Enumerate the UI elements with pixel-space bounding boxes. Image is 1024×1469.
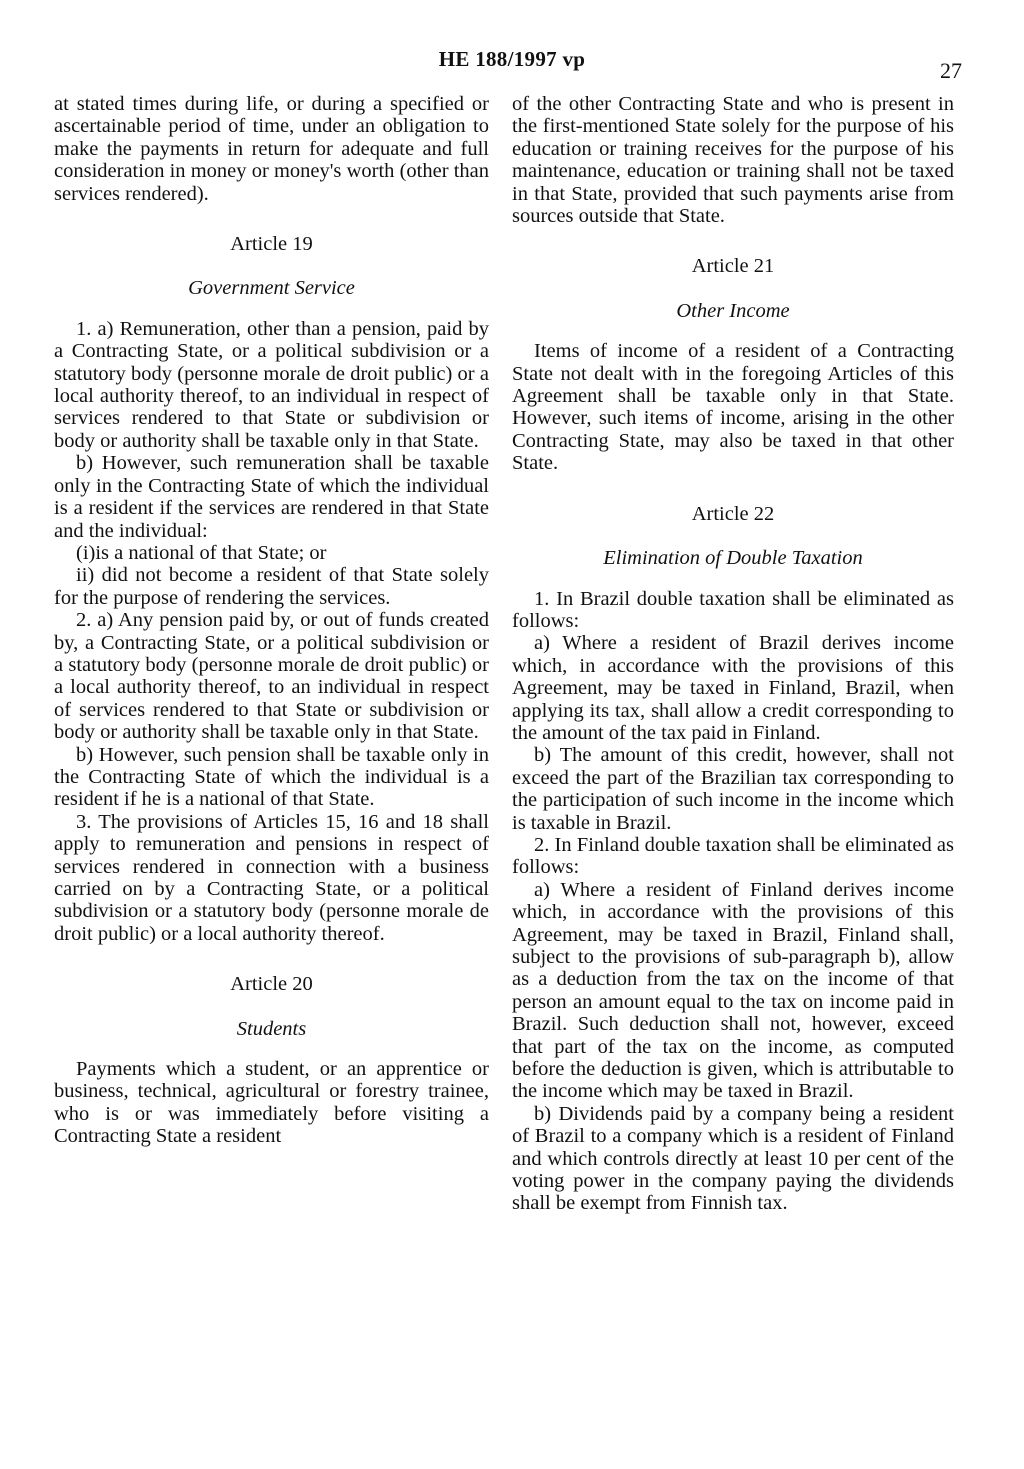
paragraph: (i)is a national of that State; or: [76, 541, 327, 564]
left-column: [54, 93, 489, 1148]
paragraph: ii) did not become a resident of that State solely for the purpose of rendering the services.: [54, 564, 489, 609]
article-20-subtitle: Students: [236, 1017, 307, 1040]
paragraph: 1. In Brazil double taxation shall be eliminated as follows:: [512, 587, 954, 632]
paragraph: b) However, such remuneration shall be taxable only in the Contracting State of which the individual is a resident if the services are rendered in that State and the individual:: [54, 452, 489, 542]
paragraph: a) Where a resident of Brazil derives income which, in accordance with the provisions of this Agreement, may be taxed in Finland, Brazil, when applying its tax, shall allow a credit corresponding to the amount of the tax paid in Finland.: [512, 632, 954, 744]
article-19-heading: Article 19: [230, 233, 313, 256]
paragraph: b) However, such pension shall be taxable only in the Contracting State of which the individual is a resident if he is a national of that State.: [54, 743, 489, 811]
paragraph-continuation: of the other Contracting State and who is present in the first-mentioned State solely for the purpose of his education or training receives for the purpose of his maintenance, education or training shall not be taxed in that State, provided that such payments arise from sources outside that State.: [512, 93, 954, 228]
page-number: 27: [940, 58, 962, 83]
article-21-subtitle: Other Income: [676, 299, 790, 322]
paragraph: b) The amount of this credit, however, shall not exceed the part of the Brazilian tax corresponding to the participation of such income in the income which is taxable in Brazil.: [512, 744, 954, 834]
paragraph: Payments which a student, or an apprentice or business, technical, agricultural or forestry trainee, who is or was immediately before visiting a Contracting State a resident: [54, 1058, 489, 1148]
running-title: HE 188/1997 vp: [438, 47, 586, 71]
paragraph: 3. The provisions of Articles 15, 16 and 18 shall apply to remuneration and pensions in respect of services rendered in connection with a business carried on by a Contracting State, or a political subdivision or a statutory body (personne morale de droit public) or a local authority thereof.: [54, 810, 489, 945]
paragraph: 1. a) Remuneration, other than a pension, paid by a Contracting State, or a political subdivision or a statutory body (personne morale de droit public) or a local authority thereof, to an individual in respect of services rendered to that State or subdivision or body or authority shall be taxable only in that State.: [54, 317, 489, 452]
paragraph-continuation: at stated times during life, or during a specified or ascertainable period of time, under an obligation to make the payments in return for adequate and full consideration in money or money's worth (other than services rendered).: [54, 93, 489, 205]
paragraph: b) Dividends paid by a company being a resident of Brazil to a company which is a resident of Finland and which controls directly at least 10 per cent of the voting power in the company paying the dividends shall be exempt from Finnish tax.: [512, 1102, 954, 1215]
paragraph: Items of income of a resident of a Contracting State not dealt with in the foregoing Articles of this Agreement shall be taxable only in that State. However, such items of income, arising in the other Contracting State, may also be taxed in that other State.: [512, 340, 954, 475]
article-19-subtitle: Government Service: [188, 277, 355, 300]
paragraph: 2. In Finland double taxation shall be eliminated as follows:: [512, 833, 954, 879]
article-20-heading: Article 20: [230, 973, 313, 996]
article-21-heading: Article 21: [691, 255, 775, 278]
paragraph: 2. a) Any pension paid by, or out of funds created by, a Contracting State, or a political subdivision or a statutory body (personne morale de droit public) or a local authority thereof, to an individual in respect of services rendered to that State or subdivision or body or authority shall be taxable only in that State.: [54, 609, 489, 744]
right-column: [512, 93, 954, 1215]
article-22-heading: Article 22: [691, 502, 775, 525]
paragraph: a) Where a resident of Finland derives income which, in accordance with the provisions of this Agreement, may be taxed in Brazil, Finland shall, subject to the provisions of sub-paragraph b), allow as a deduction from the tax on the income of that person an amount equal to the tax on income paid in Brazil. Such deduction shall not, however, exceed that part of the tax on the income, as computed before the deduction is given, which is attributable to the income which may be taxed in Brazil.: [512, 878, 954, 1103]
article-22-subtitle: Elimination of Double Taxation: [603, 547, 863, 570]
